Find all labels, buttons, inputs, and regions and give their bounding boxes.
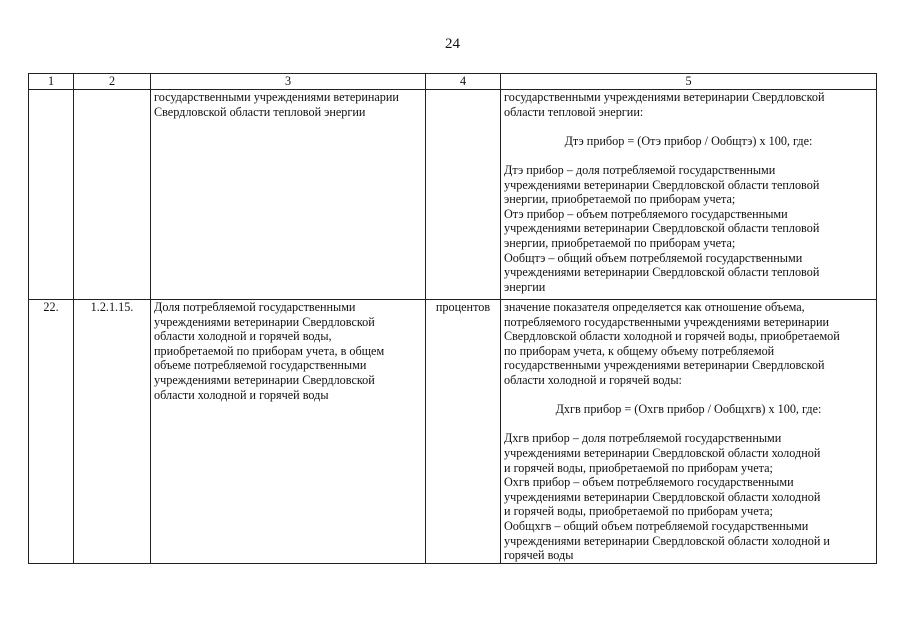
definition-line: учреждениями ветеринарии Свердловской области холодной [504,445,821,460]
table-row [29,90,877,300]
method-line: области холодной и горячей воды: [504,372,682,387]
definition-line: энергии, приобретаемой по приборам учета; [504,192,736,207]
name-line: Доля потребляемой государственными [154,300,356,314]
indicator-name-cell [151,300,426,564]
row-number-cell: 22. [29,300,74,564]
definition-line: учреждениями ветеринарии Свердловской области тепловой [504,265,820,280]
spacer [504,417,873,432]
name-line: приобретаемой по приборам учета, в общем [154,343,385,358]
table-row [29,300,877,564]
definition-line: учреждениями ветеринарии Свердловской области тепловой [504,177,820,192]
spacer [504,119,873,134]
spacer [504,388,873,403]
definition-line: и горячей воды, приобретаемой по приборам учета; [504,504,773,519]
row-code-cell: 1.2.1.15. [74,300,151,564]
spacer [504,148,873,163]
name-line: области холодной и горячей воды, [154,329,332,344]
method-cell [501,90,877,300]
formula: Дтэ прибор = (Отэ прибор / Ообщтэ) х 100, где: [564,133,813,148]
definition-line: Дтэ прибор – доля потребляемой государственными [504,162,776,177]
unit-cell [426,90,501,300]
definition-line: Охгв прибор – объем потребляемого государственными [504,475,794,490]
name-line: учреждениями ветеринарии Свердловской [154,372,375,387]
method-line: потребляемого государственными учреждениями ветеринарии [504,314,829,329]
table-header [29,74,877,90]
header-col-1: 1 [29,74,74,90]
name-line: объеме потребляемой государственными [154,358,367,373]
definition-line: Дхгв прибор – доля потребляемой государственными [504,431,782,446]
definition-line: Ообщхгв – общий объем потребляемой государственными [504,518,809,533]
definition-line: учреждениями ветеринарии Свердловской области холодной и [504,533,830,548]
header-col-4: 4 [426,74,501,90]
definition-line: учреждениями ветеринарии Свердловской области тепловой [504,221,820,236]
row-code-cell [74,90,151,300]
method-line: государственными учреждениями ветеринарии Свердловской [504,90,825,104]
page-number: 24 [445,36,460,52]
method-cell [501,300,877,564]
definition-line: Отэ прибор – объем потребляемого государственными [504,206,788,221]
name-line: учреждениями ветеринарии Свердловской [154,314,375,329]
name-line: государственными учреждениями ветеринарии [154,90,399,104]
header-col-5: 5 [501,74,877,90]
method-line: Свердловской области холодной и горячей воды, приобретаемой [504,329,840,344]
name-line: Свердловской области тепловой энергии [154,104,366,119]
method-line: государственными учреждениями ветеринарии Свердловской [504,358,825,373]
method-line: значение показателя определяется как отношение объема, [504,300,805,314]
indicators-table [28,73,877,564]
definition-line: учреждениями ветеринарии Свердловской области холодной [504,489,821,504]
unit-cell: процентов [426,300,501,564]
indicator-name-cell [151,90,426,300]
definition-line: горячей воды [504,548,574,563]
row-number-cell [29,90,74,300]
header-col-3: 3 [151,74,426,90]
formula: Дхгв прибор = (Охгв прибор / Ообщхгв) х 100, где: [555,402,822,417]
method-line: по приборам учета, к общему объему потребляемой [504,343,775,358]
definition-line: энергии [504,279,546,294]
header-col-2: 2 [74,74,151,90]
definition-line: энергии, приобретаемой по приборам учета; [504,235,736,250]
definition-line: и горячей воды, приобретаемой по приборам учета; [504,460,773,475]
method-line: области тепловой энергии: [504,104,644,119]
name-line: области холодной и горячей воды [154,387,329,402]
definition-line: Ообщтэ – общий объем потребляемой государственными [504,250,803,265]
header-row [29,74,877,90]
